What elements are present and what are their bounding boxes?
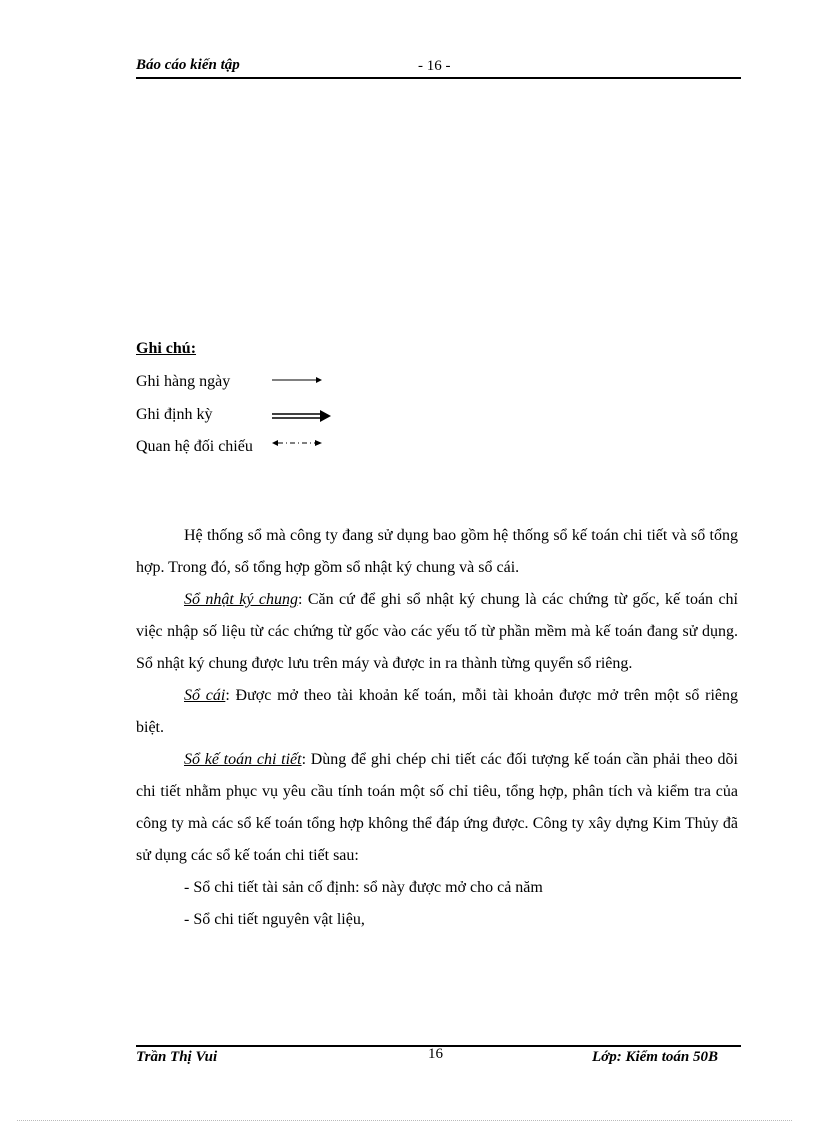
- list-item: - Sổ chi tiết nguyên vật liệu,: [184, 911, 365, 928]
- paragraph-nhat-ky-chung: [136, 584, 738, 680]
- term-so-cai: Sổ cái: [184, 687, 226, 704]
- footer-page-number: 16: [428, 1046, 443, 1062]
- paragraph-so-chi-tiet: [136, 744, 738, 872]
- header-page-marker: - 16 -: [418, 58, 451, 74]
- footer-author: Trần Thị Vui: [136, 1049, 218, 1065]
- page-header: [136, 57, 741, 79]
- paragraph-so-cai: [136, 680, 738, 744]
- page-edge-divider: [17, 1120, 792, 1121]
- text-so-chi-tiet: : Dùng để ghi chép chi tiết các đối tượng kế toán cần phải theo dõi chi tiết nhằm phục vụ yêu cầu tính toán một số chỉ tiêu, tổng hợp, phân tích và kiểm tra của công ty mà các sổ kế toán tổng hợp không thể đáp ứng được. Công ty xây dựng Kim Thủy đã sử dụng các sổ kế toán chi tiết sau:: [136, 751, 738, 864]
- legend-item-periodic: Ghi định kỳ: [136, 406, 213, 423]
- text-nhat-ky-chung: : Căn cứ để ghi sổ nhật ký chung là các chứng từ gốc, kế toán chỉ việc nhập số liệu từ các chứng từ gốc vào các yếu tố từ phần mềm mà kế toán đang sử dụng. Sổ nhật ký chung được lưu trên máy và được in ra thành từng quyển sổ riêng.: [136, 591, 739, 672]
- legend-item-reconcile: Quan hệ đối chiếu: [136, 438, 253, 455]
- term-so-chi-tiet: Sổ kế toán chi tiết: [184, 751, 302, 768]
- legend-item-daily: Ghi hàng ngày: [136, 373, 231, 390]
- intro-paragraph: Hệ thống sổ mà công ty đang sử dụng bao gồm hệ thống sổ kế toán chi tiết và sổ tổng hợp. Trong đó, sổ tổng hợp gồm sổ nhật ký chung và sổ cái.: [136, 527, 738, 576]
- term-nhat-ky-chung: Sổ nhật ký chung: [184, 591, 298, 608]
- single-arrow-icon: [272, 375, 324, 385]
- header-rule: [136, 77, 741, 79]
- header-title: Báo cáo kiến tập: [136, 57, 240, 73]
- double-arrow-icon: [272, 409, 332, 423]
- body-text: [136, 520, 738, 936]
- legend-title: Ghi chú:: [136, 340, 197, 357]
- list-item: - Sổ chi tiết tài sản cố định: sổ này được mở cho cả năm: [184, 879, 543, 896]
- text-so-cai: : Được mở theo tài khoản kế toán, mỗi tài khoản được mở trên một sổ riêng biệt.: [136, 687, 739, 736]
- footer-class: Lớp: Kiểm toán 50B: [592, 1049, 718, 1065]
- dashdot-bidirectional-arrow-icon: [272, 438, 324, 448]
